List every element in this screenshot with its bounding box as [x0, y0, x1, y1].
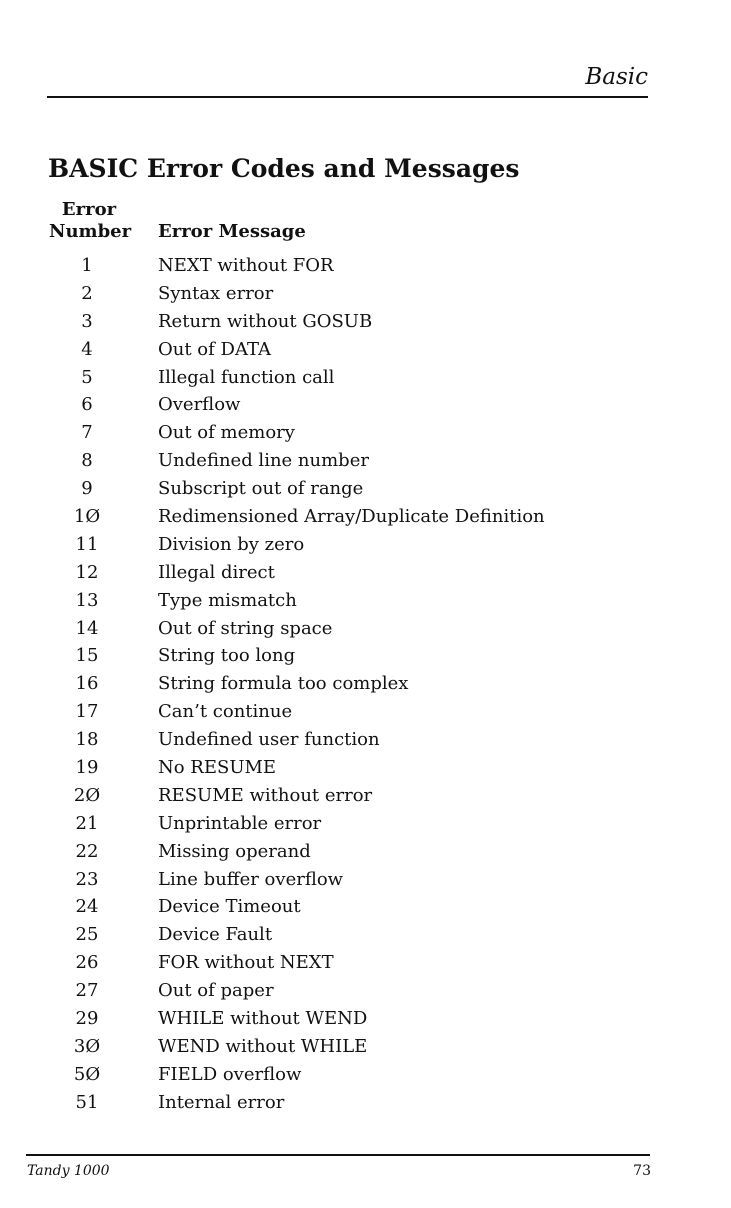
- column-header-number-line: Number: [49, 221, 132, 242]
- table-row: [0, 475, 731, 503]
- column-header-error-message: Error Message: [158, 221, 306, 242]
- error-number: 17: [75, 701, 99, 723]
- error-message: Line buffer overflow: [158, 868, 344, 890]
- table-row: [0, 336, 731, 364]
- error-number: 5Ø: [73, 1063, 101, 1085]
- error-number: 29: [75, 1008, 99, 1030]
- table-row: [0, 559, 731, 587]
- table-row: [0, 893, 731, 921]
- error-message: String too long: [158, 645, 296, 667]
- error-number: 16: [75, 673, 99, 695]
- table-row: [0, 977, 731, 1005]
- table-row: [0, 838, 731, 866]
- error-message: String formula too complex: [158, 673, 409, 695]
- error-number: 21: [75, 812, 99, 834]
- error-number: 1: [81, 255, 93, 276]
- error-message: Illegal direct: [158, 561, 275, 583]
- error-message: FOR without NEXT: [158, 952, 334, 974]
- error-message: Syntax error: [158, 282, 274, 304]
- table-row: [0, 726, 731, 754]
- table-row: [0, 866, 731, 894]
- table-row: [0, 949, 731, 977]
- table-row: [0, 531, 731, 559]
- error-message: Type mismatch: [158, 589, 297, 611]
- error-number: 6: [81, 394, 93, 416]
- page-number: 73: [633, 1163, 651, 1179]
- error-number: 25: [75, 924, 99, 946]
- table-row: [0, 503, 731, 531]
- error-number: 1Ø: [73, 506, 101, 528]
- table-row: [0, 921, 731, 949]
- error-message: Redimensioned Array/Duplicate Definition: [158, 506, 545, 528]
- error-message: Out of memory: [158, 422, 295, 444]
- error-number: 15: [75, 645, 99, 667]
- header-rule: [47, 96, 648, 98]
- error-message: Subscript out of range: [158, 478, 364, 500]
- error-number: 3Ø: [73, 1035, 101, 1057]
- error-message: RESUME without error: [158, 784, 373, 806]
- error-number: 3: [81, 310, 93, 332]
- error-message: Return without GOSUB: [158, 310, 373, 332]
- table-row: [0, 642, 731, 670]
- error-number: 27: [75, 980, 99, 1002]
- error-message: Missing operand: [158, 840, 311, 862]
- table-row: [0, 782, 731, 810]
- table-row: [0, 419, 731, 447]
- error-number: 19: [75, 757, 99, 779]
- error-message: Device Timeout: [158, 896, 301, 918]
- table-row: [0, 810, 731, 838]
- error-number: 18: [75, 729, 99, 751]
- error-number: 11: [75, 533, 99, 555]
- error-code-table: [0, 252, 731, 1117]
- error-message: Illegal function call: [158, 366, 335, 388]
- error-message: NEXT without FOR: [158, 255, 334, 276]
- error-message: Out of paper: [158, 980, 274, 1002]
- error-number: 9: [81, 478, 93, 500]
- error-message: No RESUME: [158, 757, 277, 779]
- table-row: [0, 391, 731, 419]
- table-row: [0, 280, 731, 308]
- table-row: [0, 698, 731, 726]
- error-number: 51: [75, 1091, 99, 1113]
- table-row: [0, 447, 731, 475]
- error-message: Unprintable error: [158, 812, 322, 834]
- column-header-error-number: [49, 199, 132, 243]
- error-message: Division by zero: [158, 533, 305, 555]
- table-row: [0, 308, 731, 336]
- footer-rule: [26, 1154, 650, 1156]
- table-row: [0, 754, 731, 782]
- error-message: Overflow: [158, 394, 241, 416]
- error-message: Internal error: [158, 1091, 285, 1113]
- error-message: FIELD overflow: [158, 1063, 302, 1085]
- error-number: 2Ø: [73, 784, 101, 806]
- error-message: Device Fault: [158, 924, 273, 946]
- error-number: 2: [81, 282, 93, 304]
- error-number: 23: [75, 868, 99, 890]
- table-row: [0, 587, 731, 615]
- error-number: 14: [75, 617, 99, 639]
- table-row: [0, 1033, 731, 1061]
- running-head-title: Basic: [585, 64, 648, 90]
- error-number: 12: [75, 561, 99, 583]
- column-header-error-line: Error: [61, 199, 117, 220]
- error-message: Out of DATA: [158, 338, 271, 360]
- footer-product-name: Tandy 1000: [27, 1163, 110, 1179]
- error-message: Undefined user function: [158, 729, 380, 751]
- table-row: [0, 364, 731, 392]
- section-title: BASIC Error Codes and Messages: [48, 154, 520, 183]
- error-number: 24: [75, 896, 99, 918]
- error-number: 13: [75, 589, 99, 611]
- error-number: 7: [81, 422, 93, 444]
- error-number: 26: [75, 952, 99, 974]
- error-number: 4: [81, 338, 93, 360]
- table-row: [0, 615, 731, 643]
- table-row: [0, 252, 731, 280]
- error-number: 8: [81, 450, 93, 472]
- error-message: Undefined line number: [158, 450, 369, 472]
- error-number: 5: [81, 366, 93, 388]
- error-message: WEND without WHILE: [158, 1035, 368, 1057]
- table-row: [0, 670, 731, 698]
- table-row: [0, 1089, 731, 1117]
- table-row: [0, 1061, 731, 1089]
- error-number: 22: [75, 840, 99, 862]
- error-message: Out of string space: [158, 617, 333, 639]
- error-message: WHILE without WEND: [158, 1008, 368, 1030]
- error-message: Can’t continue: [158, 701, 293, 723]
- table-row: [0, 1005, 731, 1033]
